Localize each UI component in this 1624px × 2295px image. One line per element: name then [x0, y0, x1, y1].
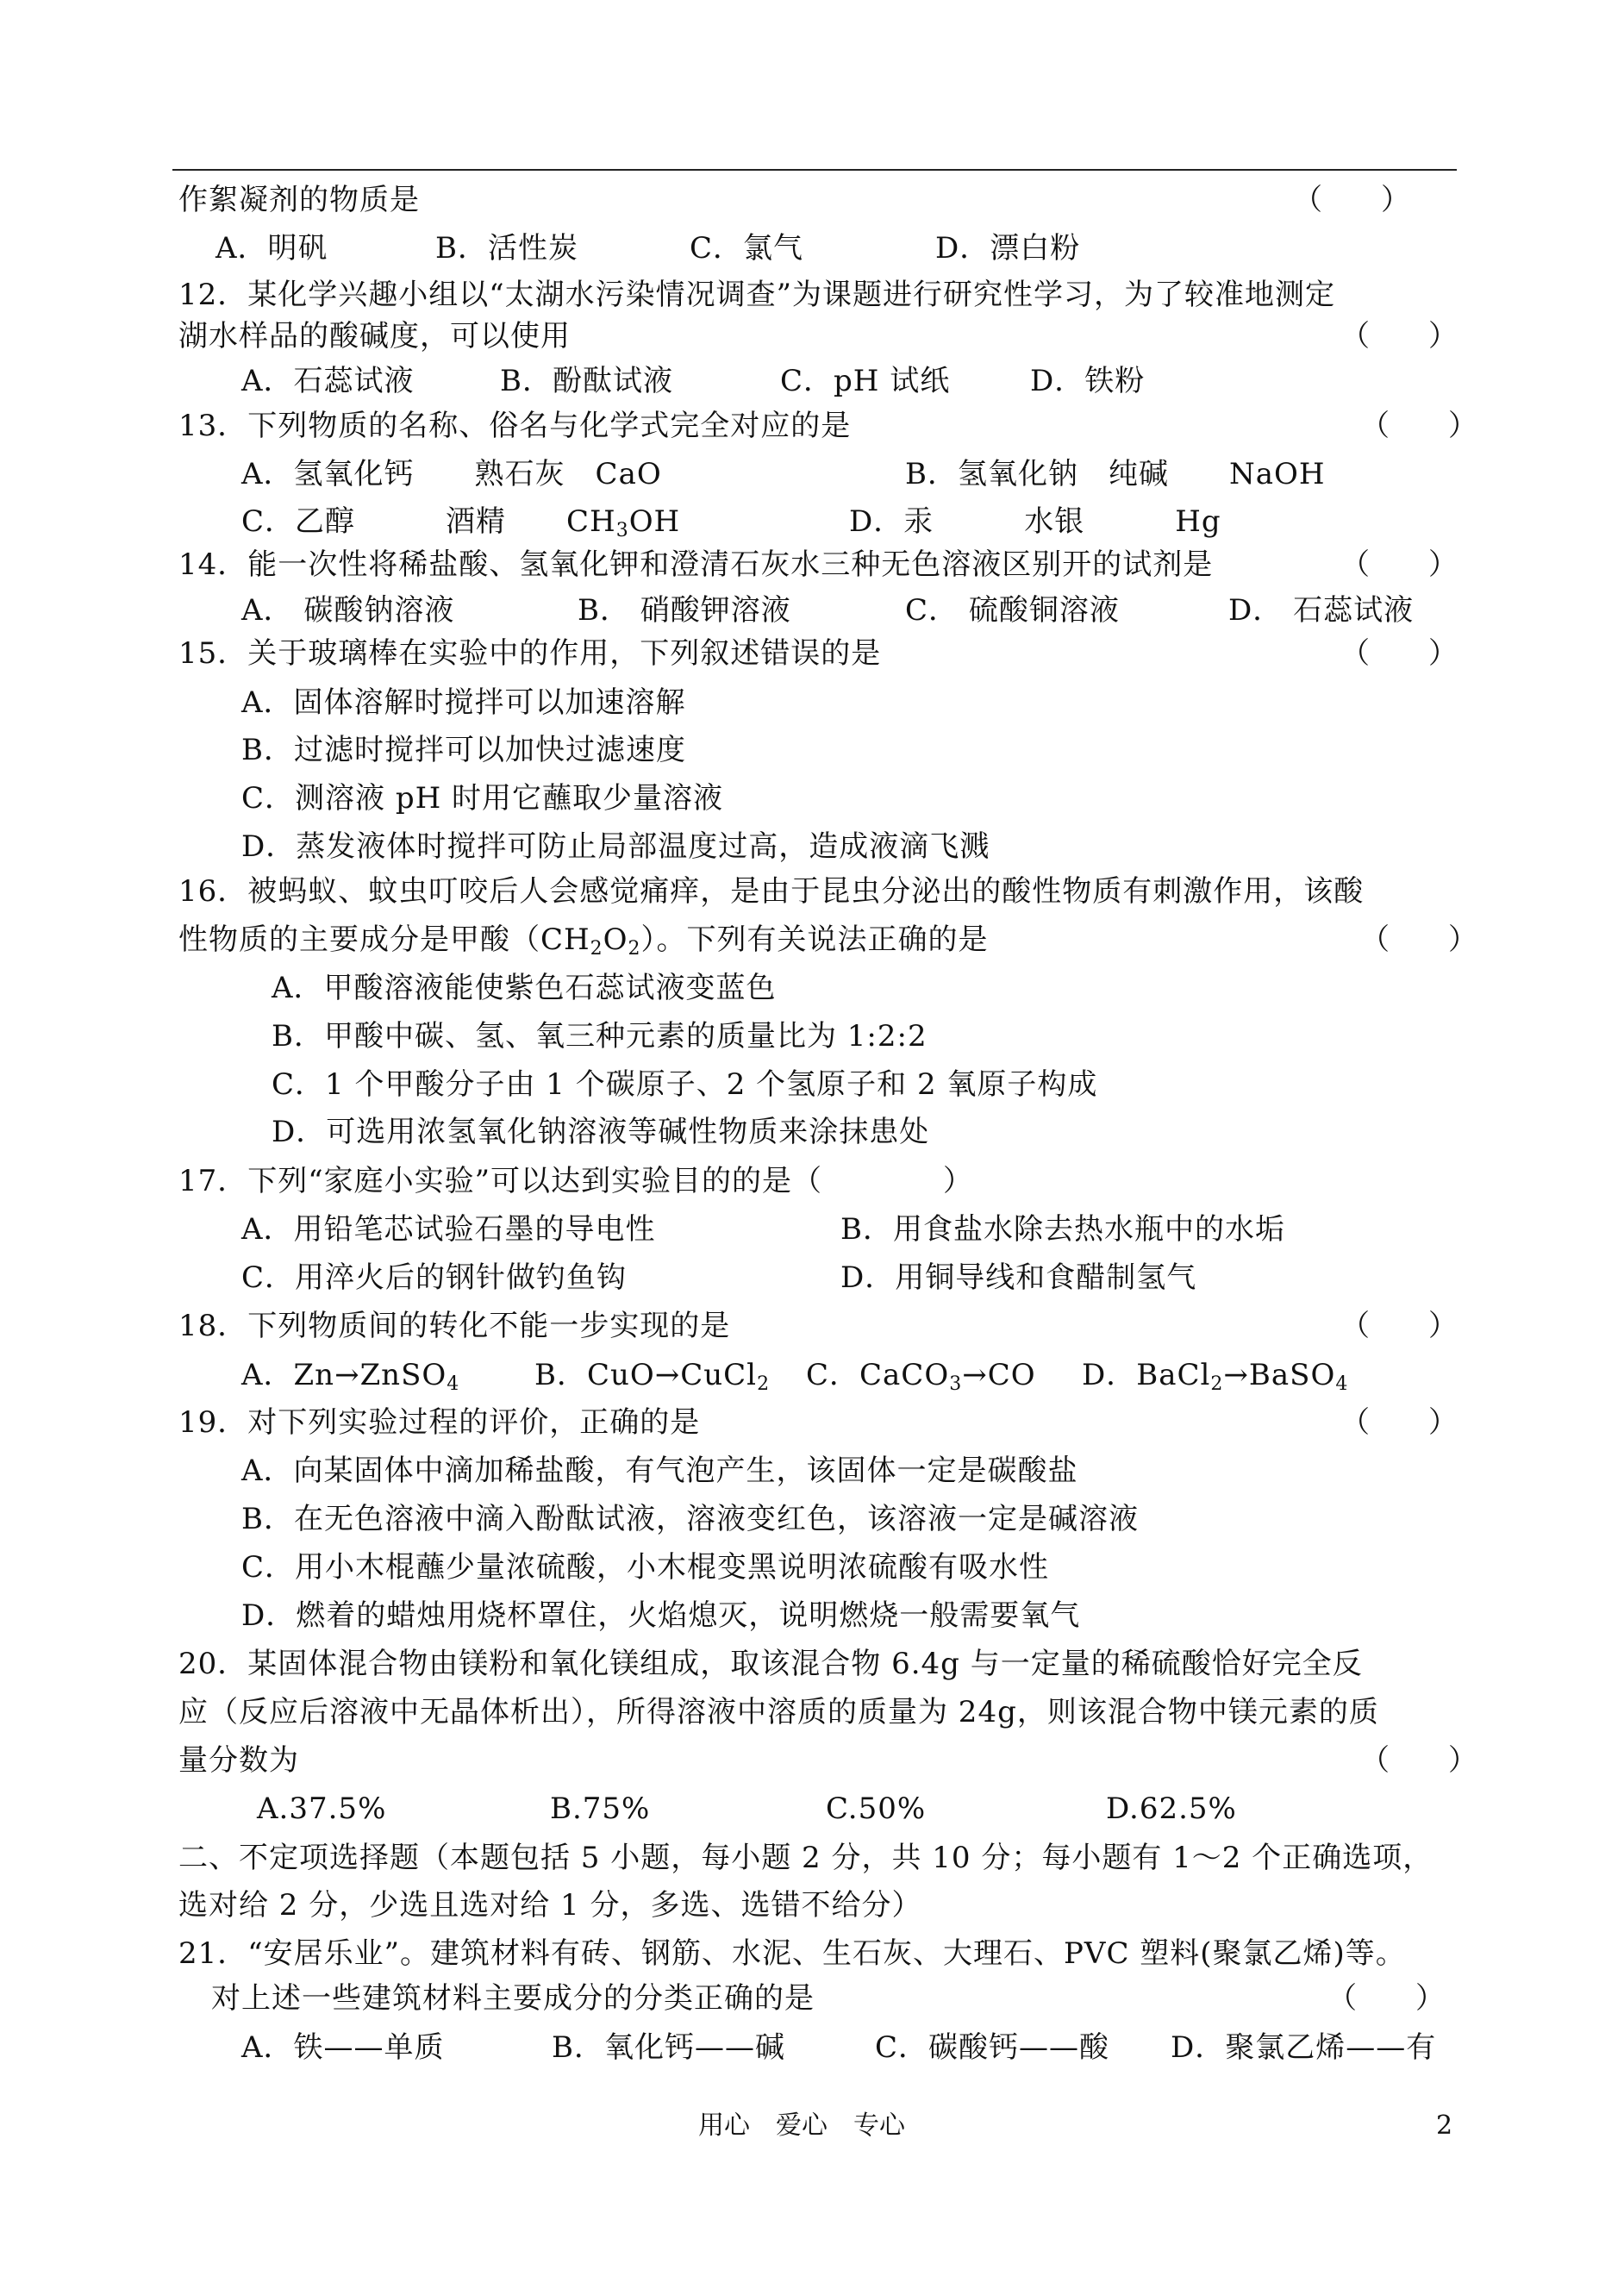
q19-option-d: D．燃着的蜡烛用烧杯罩住，火焰熄灭，说明燃烧一般需要氧气 — [241, 1598, 1081, 1633]
q17-option-d: D．用铜导线和食醋制氢气 — [840, 1260, 1197, 1295]
page-number: 2 — [1436, 2111, 1453, 2141]
q14-option-c: C． 硫酸铜溶液 — [905, 593, 1120, 628]
answer-paren: （ ） — [1340, 636, 1458, 671]
q21-option-a: A．铁——单质 — [241, 2030, 445, 2065]
q13-option-b: B．氢氧化钠 纯碱 NaOH — [905, 457, 1326, 491]
q21-stem-line2: 对上述一些建筑材料主要成分的分类正确的是 — [211, 1981, 815, 2016]
q17-option-a: A．用铅笔芯试验石墨的导电性 — [241, 1212, 656, 1247]
q11-option-c: C．氯气 — [690, 231, 804, 266]
q18-option-c: C．CaCO$_3$→CO — [806, 1358, 1036, 1395]
q13-option-a: A．氢氧化钙 熟石灰 CaO — [241, 457, 662, 491]
q20-stem-line2: 应（反应后溶液中无晶体析出），所得溶液中溶质的质量为 24g，则该混合物中镁元素的质 — [178, 1695, 1379, 1729]
q12-option-d: D．铁粉 — [1030, 364, 1146, 398]
answer-paren: （ ） — [1340, 1309, 1458, 1343]
q11-option-a: A．明矾 — [215, 231, 328, 266]
q12-option-b: B．酚酞试液 — [500, 364, 673, 398]
section-2-heading-line2: 选对给 2 分，少选且选对给 1 分，多选、选错不给分） — [178, 1888, 922, 1923]
q13-option-d: D．汞 水银 Hg — [849, 504, 1221, 539]
q14-option-a: A． 碳酸钠溶液 — [241, 593, 455, 628]
q16-option-c: C．1 个甲酸分子由 1 个碳原子、2 个氢原子和 2 氧原子构成 — [272, 1067, 1098, 1102]
answer-paren: （ ） — [1360, 922, 1477, 957]
q14-option-d: D． 石蕊试液 — [1228, 593, 1415, 628]
answer-paren: （ ） — [1340, 319, 1458, 353]
question-11-stem-tail: 作絮凝剂的物质是 — [178, 183, 420, 217]
q16-option-b: B．甲酸中碳、氢、氧三种元素的质量比为 1:2:2 — [272, 1019, 928, 1054]
q17-option-c: C．用淬火后的钢针做钓鱼钩 — [241, 1260, 628, 1295]
q16-option-a: A．甲酸溶液能使紫色石蕊试液变蓝色 — [272, 971, 777, 1005]
q15-option-c: C．测溶液 pH 时用它蘸取少量溶液 — [241, 781, 724, 816]
q19-stem: 19．对下列实验过程的评价，正确的是 — [178, 1405, 701, 1440]
q15-option-b: B．过滤时搅拌可以加快过滤速度 — [241, 733, 686, 767]
answer-paren: （ ） — [1327, 1981, 1445, 2016]
footer-slogan: 用心 爱心 专心 — [698, 2111, 905, 2141]
q13-stem: 13．下列物质的名称、俗名与化学式完全对应的是 — [178, 409, 852, 443]
header-rule — [172, 169, 1457, 171]
q21-stem-line1: 21．“安居乐业”。建筑材料有砖、钢筋、水泥、生石灰、大理石、PVC 塑料(聚氯乙烯)等。 — [178, 1936, 1406, 1971]
answer-paren: （ ） — [1340, 1405, 1458, 1440]
q11-option-b: B．活性炭 — [435, 231, 578, 266]
q16-option-d: D．可选用浓氢氧化钠溶液等碱性物质来涂抹患处 — [272, 1115, 930, 1149]
q20-option-d: D.62.5% — [1106, 1792, 1237, 1826]
q19-option-c: C．用小木棍蘸少量浓硫酸，小木棍变黑说明浓硫酸有吸水性 — [241, 1550, 1050, 1585]
q15-stem: 15．关于玻璃棒在实验中的作用，下列叙述错误的是 — [178, 636, 882, 671]
q21-option-d: D．聚氯乙烯——有 — [1171, 2030, 1437, 2065]
q12-stem-line2: 湖水样品的酸碱度，可以使用 — [178, 319, 571, 353]
q20-option-b: B.75% — [550, 1792, 651, 1826]
q16-stem-line2: 性物质的主要成分是甲酸$(CH_2O_2)$。下列有关说法正确的是 — [178, 922, 989, 960]
q15-option-a: A．固体溶解时搅拌可以加速溶解 — [241, 685, 686, 720]
q18-stem: 18．下列物质间的转化不能一步实现的是 — [178, 1309, 731, 1343]
q13-option-c: C．乙醇 酒精 $CH_3OH$ — [241, 504, 681, 541]
q21-option-c: C．碳酸钙——酸 — [875, 2030, 1110, 2065]
q16-stem-line1: 16．被蚂蚁、蚊虫叮咬后人会感觉痛痒，是由于昆虫分泌出的酸性物质有刺激作用，该酸 — [178, 874, 1365, 909]
answer-paren: （ ） — [1340, 547, 1458, 582]
answer-paren: （ ） — [1360, 1743, 1477, 1778]
q18-option-a: A．Zn→ZnSO$_4$ — [241, 1358, 460, 1395]
q17-option-b: B．用食盐水除去热水瓶中的水垢 — [840, 1212, 1285, 1247]
q17-stem: 17．下列“家庭小实验”可以达到实验目的的是（ ） — [178, 1164, 974, 1198]
q12-option-a: A．石蕊试液 — [241, 364, 415, 398]
q19-option-a: A．向某固体中滴加稀盐酸，有气泡产生，该固体一定是碳酸盐 — [241, 1454, 1078, 1488]
answer-paren: （ ） — [1360, 409, 1477, 443]
section-2-heading-line1: 二、不定项选择题（本题包括 5 小题，每小题 2 分，共 10 分；每小题有 1～2 个正确选项， — [178, 1841, 1433, 1875]
q20-stem-line3: 量分数为 — [178, 1743, 299, 1778]
q20-stem-line1: 20．某固体混合物由镁粉和氧化镁组成，取该混合物 6.4g 与一定量的稀硫酸恰好完全反 — [178, 1647, 1363, 1681]
q19-option-b: B．在无色溶液中滴入酚酞试液，溶液变红色，该溶液一定是碱溶液 — [241, 1502, 1139, 1536]
q12-option-c: C．pH 试纸 — [780, 364, 951, 398]
q12-stem-line1: 12．某化学兴趣小组以“太湖水污染情况调查”为课题进行研究性学习，为了较准地测定 — [178, 278, 1336, 312]
q21-option-b: B．氧化钙——碱 — [552, 2030, 785, 2065]
q20-option-c: C.50% — [826, 1792, 927, 1826]
q14-stem: 14．能一次性将稀盐酸、氢氧化钾和澄清石灰水三种无色溶液区别开的试剂是 — [178, 547, 1214, 582]
q14-option-b: B． 硝酸钾溶液 — [578, 593, 791, 628]
answer-paren: （ ） — [1293, 183, 1410, 217]
q18-option-b: B．CuO→CuCl$_2$ — [534, 1358, 771, 1395]
q18-option-d: D．BaCl$_2$→BaSO$_4$ — [1082, 1358, 1349, 1395]
q20-option-a: A.37.5% — [257, 1792, 387, 1826]
q15-option-d: D．蒸发液体时搅拌可防止局部温度过高，造成液滴飞溅 — [241, 829, 990, 864]
q11-option-d: D．漂白粉 — [935, 231, 1081, 266]
